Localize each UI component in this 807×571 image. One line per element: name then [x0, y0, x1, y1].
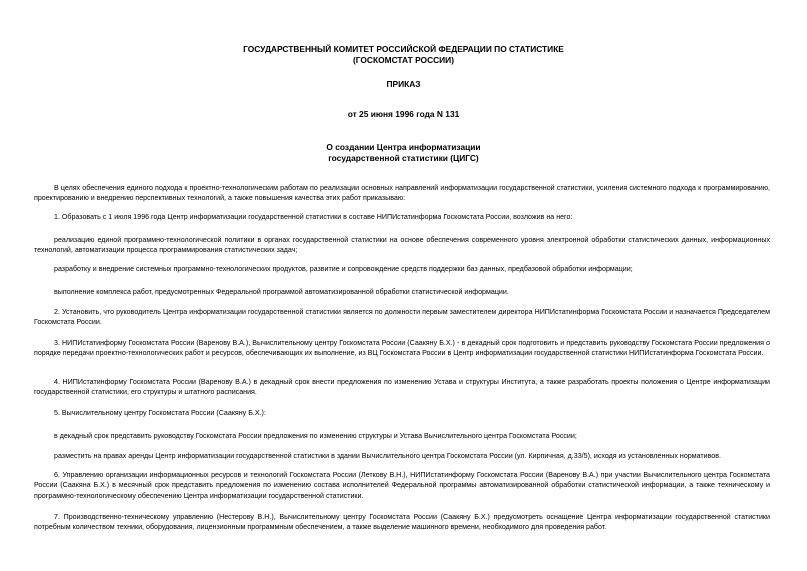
paragraph-5: 5. Вычислительному центру Госкомстата России (Саакяну Б.Х.): [54, 409, 266, 417]
document-date-number: от 25 июня 1996 года N 131 [347, 109, 460, 119]
paragraph-1-item-1: реализацию единой программно-технологической политики в органах государственной статистики на основе обеспечения современного уровня электронной обработки статистических данных, информационных технологий, автоматизации процесса программирования статистических задач; [34, 236, 770, 255]
document-title-line1: О создании Центра информатизации [326, 142, 481, 152]
paragraph-5-item-2: разместить на правах аренды Центр информатизации государственной статистики в здании Вычислительного центра Госкомстата России (ул. Кирпичная, д.33/5), исходя из установленных нормативов. [54, 452, 721, 460]
paragraph-4: 4. НИПИстатинформу Госкомстата России (Варенову В.А.) в декадный срок внести предложения по изменению Устава и структуры Института, а также разработать проекты положения о Центре информатизации государственной статистики, его структуры и штатного расписания. [34, 378, 770, 397]
paragraph-5-item-1: в декадный срок представить руководству Госкомстата России предложения по изменению структуры и Устава Вычислительного центра Госкомстата России; [54, 432, 577, 440]
document-title [0, 142, 807, 164]
paragraph-1-item-3: выполнение комплекса работ, предусмотренных Федеральной программой автоматизированной обработки статистической информации. [54, 288, 509, 296]
paragraph-2: 2. Установить, что руководитель Центра информатизации государственной статистики является по должности первым заместителем директора НИПИстатинформа Госкомстата России и назначается Председателем Госкомстата России. [34, 308, 770, 327]
paragraph-1: 1. Образовать с 1 июля 1996 года Центр информатизации государственной статистики в составе НИПИстатинформа Госкомстата России, возложив на него: [54, 213, 573, 221]
paragraph-3: 3. НИПИстатинформу Госкомстата России (Варенову В.А.), Вычислительному центру Госкомстата России (Саакяну Б.Х.) - в декадный срок подготовить и представить руководству Госкомстата России предложения о порядке передачи проектно-технологических работ и ресурсов, обеспечивающих их выполнение, из ВЦ Госкомстата России в Центр информатизации государственной статистики НИПИстатинформа Госкомстата России. [34, 339, 770, 358]
agency-name [0, 44, 807, 66]
paragraph-intro: В целях обеспечения единого подхода к проектно-технологическим работам по реализации основных направлений информатизации государственной статистики, усиления системного подхода к программированию, проектированию и внедрению перспективных технологий, а также повышения качества этих работ приказываю: [34, 184, 770, 203]
document-type: ПРИКАЗ [386, 79, 421, 89]
document-title-line2: государственной статистики (ЦИГС) [328, 153, 479, 163]
paragraph-6: 6. Управлению организации информационных ресурсов и технологий Госкомстата России (Леткову В.Н.), НИПИстатинформу Госкомстата России (Варенову В.А.) при участии Вычислительного центра Госкомстата России (Саакяна Б.Х.) в месячный срок представить предложения по изменению состава исполнителей Федеральной программы автоматизированной обработки статистической информации, а также техническому и программно-технологическому обеспечению Центра информатизации государственной статистики. [34, 471, 770, 500]
paragraph-1-item-2: разработку и внедрение системных программно-технологических продуктов, развитие и сопровождение средств поддержки баз данных, предбазовой обработки информации; [54, 265, 633, 273]
agency-name-line1: ГОСУДАРСТВЕННЫЙ КОМИТЕТ РОССИЙСКОЙ ФЕДЕРАЦИИ ПО СТАТИСТИКЕ [243, 44, 564, 54]
agency-name-line2: (ГОСКОМСТАТ РОССИИ) [352, 55, 454, 65]
paragraph-7: 7. Производственно-техническому управлению (Нестерову В.Н.), Вычислительному центру Госкомстата России (Саакяну Б.Х.) предусмотреть оснащение Центра информатизации государственной статистики потребным количеством техники, оборудования, лицензионным программным обеспечением, а также выделение машинного времени, необходимого для проведения работ. [34, 513, 770, 532]
